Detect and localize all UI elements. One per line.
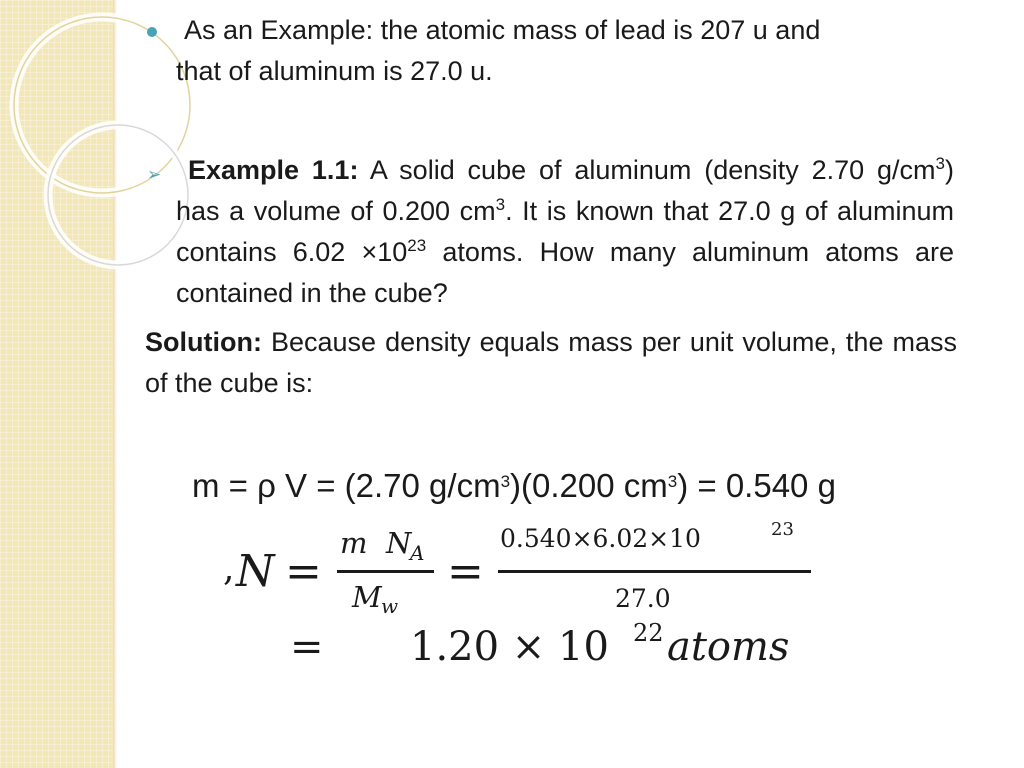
example-text: A solid cube of aluminum (density 2.70 g/cm: [369, 155, 936, 185]
solution-text: Because density equals mass per unit volume, the mass of the cube is:: [145, 327, 957, 398]
paragraph-line: that of aluminum is 27.0 u.: [176, 56, 493, 86]
superscript: 3: [500, 472, 511, 491]
fraction-line: [498, 570, 811, 573]
mass-formula: [192, 466, 836, 506]
numerator-m: m: [340, 526, 368, 560]
superscript: 3: [667, 472, 678, 491]
result-value: 1.20 × 10: [410, 624, 609, 670]
subscript-A: A: [410, 541, 425, 565]
denominator-M: M: [352, 580, 382, 614]
bullet-dot-icon: [147, 27, 157, 37]
example-text: atoms. How many aluminum atoms are contained in the cube?: [176, 237, 954, 308]
formula-part: m = ρ V = (2.70 g/cm: [192, 467, 501, 504]
superscript: 3: [935, 154, 945, 173]
paragraph-line: As an Example: the atomic mass of lead is 207 u and: [184, 15, 821, 45]
example-text: . It is known that 27.0 g of aluminum contains 6.02 ×10: [176, 196, 954, 267]
solution-label: Solution:: [145, 327, 262, 357]
example-text: ) has a volume of 0.200 cm: [176, 155, 954, 226]
equals-sign: =: [447, 546, 484, 597]
superscript: 23: [771, 519, 794, 540]
example-label: Example 1.1:: [188, 155, 359, 185]
formula-part: ) = 0.540 g: [677, 467, 836, 504]
equals-sign: =: [285, 546, 322, 597]
numerator-value: 0.540×6.02×10: [500, 524, 701, 553]
arrow-bullet-icon: ➢: [147, 165, 162, 184]
formula-N: N: [236, 546, 275, 597]
numerator-N: N: [386, 526, 412, 560]
formula-comma: ,: [223, 548, 235, 589]
denominator-value: 27.0: [615, 584, 671, 613]
paragraph-example: [176, 150, 954, 314]
result-unit: atoms: [667, 624, 790, 670]
fraction-line: [337, 570, 434, 573]
equals-sign: =: [290, 624, 324, 670]
formula-part: )(0.200 cm: [510, 467, 668, 504]
paragraph-atomic-mass: [176, 10, 936, 92]
superscript: 3: [495, 195, 506, 214]
paragraph-solution: [145, 322, 957, 404]
subscript-w: w: [381, 594, 399, 618]
superscript: 22: [633, 619, 664, 647]
superscript: 23: [407, 236, 427, 255]
